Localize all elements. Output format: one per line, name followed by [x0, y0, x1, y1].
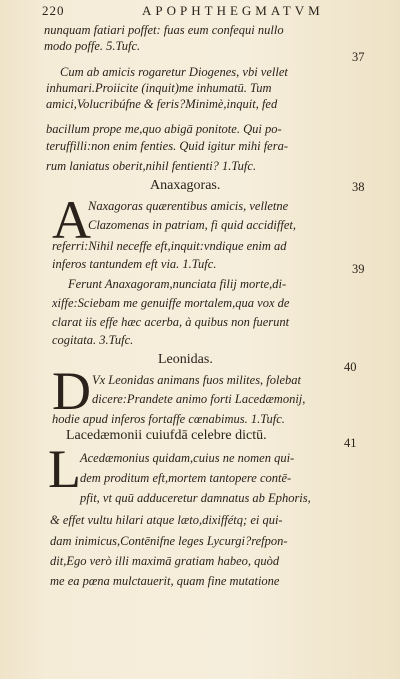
- text-line: Vx Leonidas animans fuos milites, folebat: [92, 373, 302, 387]
- text-line: inferos tantundem eft via. 1.Tufc.: [52, 257, 217, 271]
- apophthegm-number: 37: [352, 50, 365, 64]
- text-line: cogitata. 3.Tufc.: [52, 333, 134, 347]
- text-line: Acedæmonius quidam,cuius ne nomen qui-: [80, 451, 295, 465]
- text-line: hodie apud inferos fortaffe cœnabimus. 1.Tufc.: [52, 412, 285, 426]
- text-line: & effet vultu hilari atque læto,dixiffétq; ei qui-: [50, 513, 283, 527]
- text-line: inhumari.Proiicite (inquit)me inhumatū. Tum: [46, 81, 272, 95]
- text-line: Cum ab amicis rogaretur Diogenes, vbi vellet: [60, 65, 288, 79]
- text-line: dit,Ego verò illi maximā gratiam habeo, quòd: [50, 554, 280, 568]
- section-heading: Leonidas.: [158, 352, 213, 367]
- page-number: 220: [42, 3, 65, 18]
- drop-capital: L: [48, 439, 81, 499]
- text-line: amici,Volucribúfne & feris?Minimè,inquit, fed: [46, 97, 278, 111]
- text-line: xiffe:Sciebam me genuiffe mortalem,qua vox de: [52, 296, 290, 310]
- text-line: dem proditum eft,mortem tantopere contē-: [80, 471, 292, 485]
- text-line: me ea pœna mulctauerit, quam fine mutatione: [50, 574, 280, 588]
- apophthegm-number: 39: [352, 262, 365, 276]
- text-line: nunquam fatiari poffet: fuas eum confequi nullo: [44, 23, 284, 37]
- text-line: dam inimicus,Contēnifne leges Lycurgi?refpon-: [50, 534, 288, 548]
- text-line: dicere:Prandete animo forti Lacedæmonij,: [92, 392, 306, 406]
- text-line: teruffilli:non enim fenties. Quid igitur mihi fera-: [46, 139, 288, 153]
- running-title: APOPHTHEGMATVM: [142, 3, 324, 18]
- text-line: Naxagoras quærentibus amicis, velletne: [88, 199, 289, 213]
- text-line: referri:Nihil neceffe eft,inquit:vndique enim ad: [52, 239, 287, 253]
- text-line: Ferunt Anaxagoram,nunciata filij morte,di-: [68, 277, 287, 291]
- text-line: modo poffe. 5.Tufc.: [44, 39, 141, 53]
- apophthegm-number: 40: [344, 360, 357, 374]
- text-line: Clazomenas in patriam, fi quid accidiffet,: [88, 218, 296, 232]
- text-line: rum laniatus oberit,nihil fentienti? 1.Tufc.: [46, 159, 257, 173]
- section-heading: Anaxagoras.: [150, 178, 221, 193]
- apophthegm-number: 38: [352, 180, 365, 194]
- drop-capital: D: [52, 361, 91, 421]
- drop-capital: A: [52, 190, 91, 250]
- text-line: clarat iis effe hæc acerba, à quibus non fuerunt: [52, 315, 290, 329]
- text-line: pfit, vt quū adduceretur damnatus ab Ephoris,: [80, 491, 311, 505]
- section-heading: Lacedæmonii cuiufdā celebre dictū.: [66, 428, 267, 443]
- text-line: bacillum prope me,quo abigā ponitote. Qui po-: [46, 122, 282, 136]
- apophthegm-number: 41: [344, 436, 357, 450]
